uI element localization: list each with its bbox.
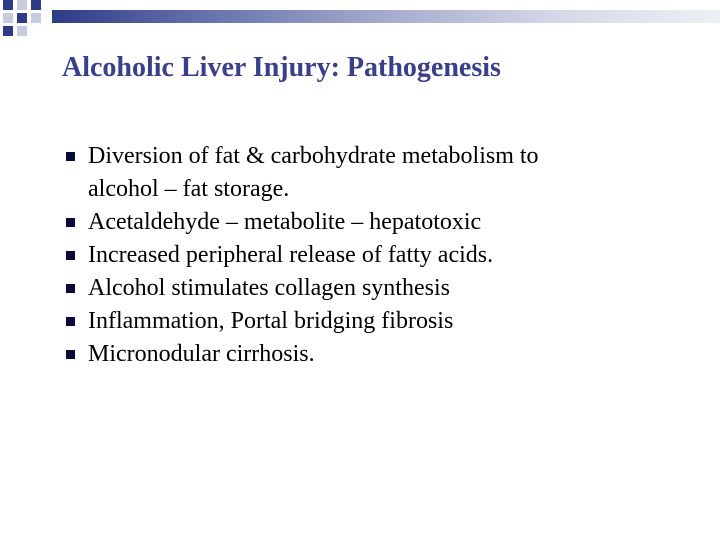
bullet-text: Diversion of fat & carbohydrate metabolism to — [88, 143, 539, 169]
checker-square — [3, 0, 13, 10]
bullet-list — [62, 140, 702, 371]
square-bullet-icon — [66, 284, 75, 293]
checker-square — [17, 26, 27, 36]
list-item — [62, 239, 702, 272]
checker-square — [17, 0, 27, 10]
square-bullet-icon — [66, 251, 75, 260]
list-item — [62, 206, 702, 239]
slide-title: Alcoholic Liver Injury: Pathogenesis — [62, 52, 501, 83]
checker-square — [3, 26, 13, 36]
square-bullet-icon — [66, 350, 75, 359]
checker-square — [31, 13, 41, 23]
list-item — [62, 305, 702, 338]
checker-square — [3, 13, 13, 23]
bullet-text: Micronodular cirrhosis. — [88, 341, 315, 367]
top-gradient-bar — [52, 10, 720, 23]
checker-square — [31, 0, 41, 10]
bullet-text: Acetaldehyde – metabolite – hepatotoxic — [88, 209, 482, 235]
bullet-text: Inflammation, Portal bridging fibrosis — [88, 308, 454, 334]
square-bullet-icon — [66, 218, 75, 227]
square-bullet-icon — [66, 152, 75, 161]
bullet-text-continuation: alcohol – fat storage. — [88, 176, 290, 202]
bullet-text: Alcohol stimulates collagen synthesis — [88, 275, 450, 301]
list-item — [62, 140, 702, 206]
checker-decoration — [0, 0, 60, 45]
checker-square — [17, 13, 27, 23]
bullet-text: Increased peripheral release of fatty acids. — [88, 242, 494, 268]
list-item — [62, 338, 702, 371]
square-bullet-icon — [66, 317, 75, 326]
list-item — [62, 272, 702, 305]
